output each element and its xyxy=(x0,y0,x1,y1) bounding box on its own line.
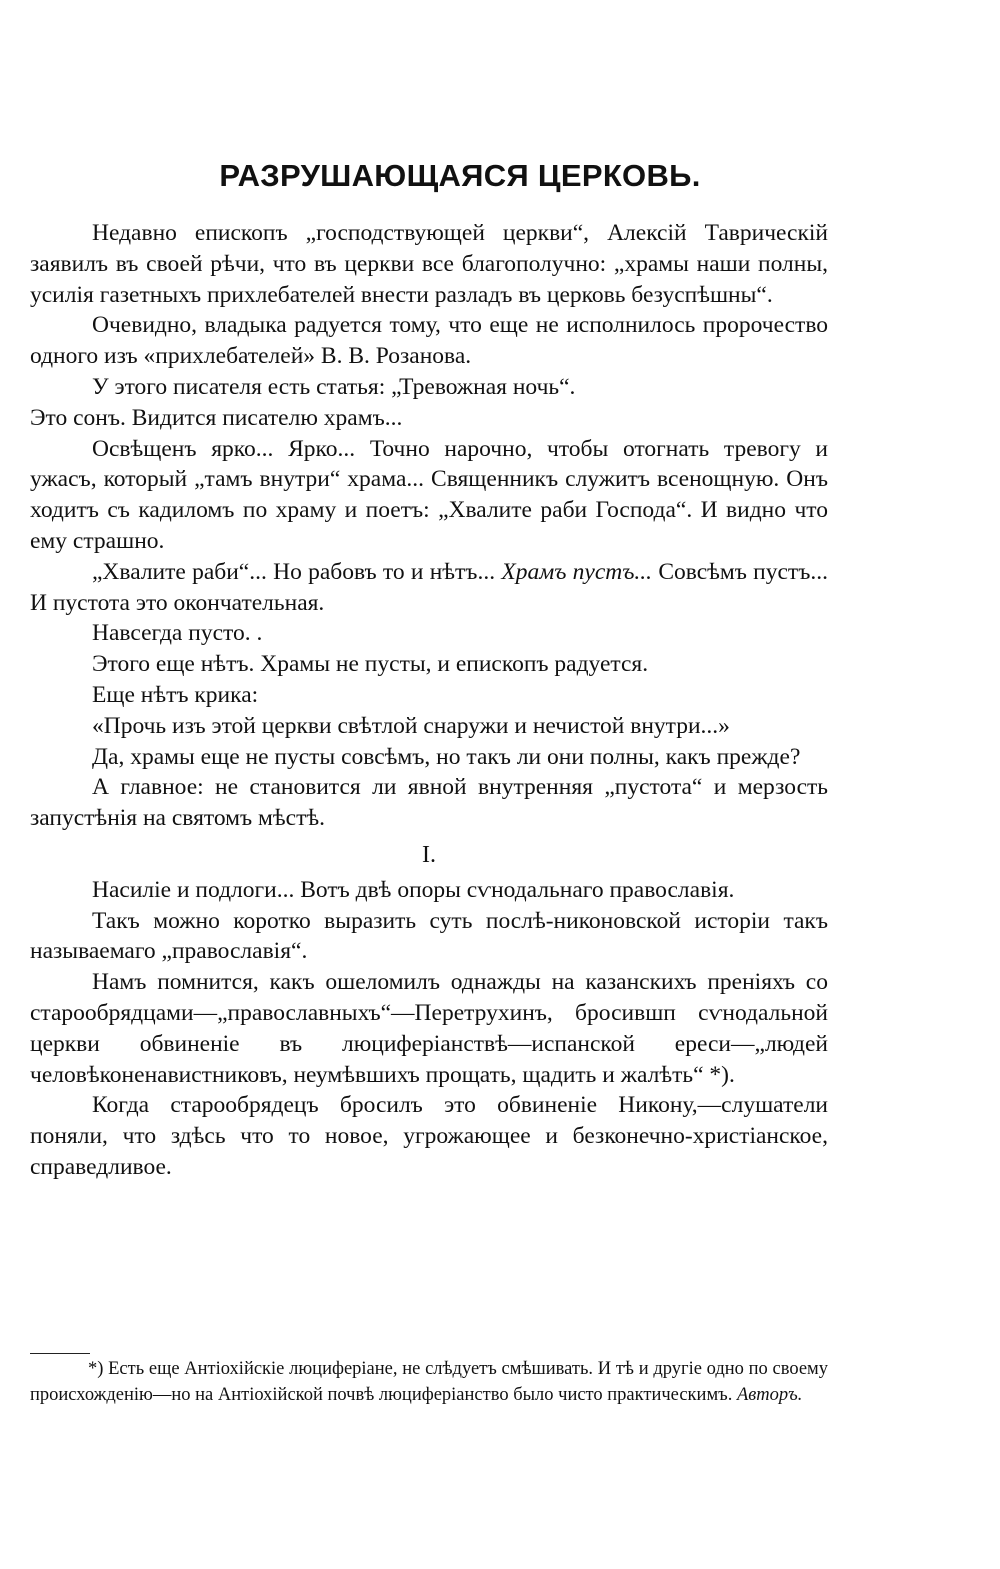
text-run: „Хвалите раби“... Но рабовъ то и нѣтъ... xyxy=(92,558,502,585)
paragraph: Навсегда пусто. . xyxy=(92,620,263,647)
text-run: *) Есть еще Антіохійскіе люциферіане, не слѣдуетъ смѣшивать. И тѣ и другіе одно по своему происхожденію—но на Антіохійской почвѣ люциферіанство было чисто практическимъ. xyxy=(30,1359,828,1405)
text-run: Совсѣмъ пустъ... И пустота это окончательная. xyxy=(30,558,828,616)
italic-text: Храмъ пустъ... xyxy=(501,558,653,585)
paragraph xyxy=(30,557,828,619)
footnote-text xyxy=(30,1356,828,1408)
page-title: РАЗРУШАЮЩАЯСЯ ЦЕРКОВЬ. xyxy=(219,158,701,193)
paragraph: Очевидно, владыка радуется тому, что еще не исполнилось пророчество одного изъ «прихлебателей» В. В. Розанова. xyxy=(30,312,828,370)
paragraph: Этого еще нѣтъ. Храмы не пусты, и епископъ радуется. xyxy=(92,651,649,678)
paragraph: Недавно епископъ „господствующей церкви“, Алексій Таврическій заявилъ въ своей рѣчи, что въ церкви все благополучно: „храмы наши полны, усилія газетныхъ прихлебателей внести разладъ въ церковь безуспѣшны“. xyxy=(30,220,828,308)
paragraph: «Прочь изъ этой церкви свѣтлой снаружи и нечистой внутри...» xyxy=(92,712,730,739)
paragraph: Освѣщенъ ярко... Ярко... Точно нарочно, чтобы отогнать тревогу и ужасъ, который „тамъ внутри“ храма... Священникъ служитъ всенощную. Онъ ходитъ съ кадиломъ по храму и поетъ: „Хвалите раби Господа“. И видно что ему страшно. xyxy=(30,435,828,554)
footnote-divider xyxy=(30,1353,90,1354)
paragraph: Насиліе и подлоги... Вотъ двѣ опоры сѵнодальнаго православія. xyxy=(92,876,735,903)
paragraph: Еще нѣтъ крика: xyxy=(92,681,259,708)
paragraph: У этого писателя есть статья: „Тревожная ночь“. xyxy=(92,373,576,400)
paragraph: Намъ помнится, какъ ошеломилъ однажды на казанскихъ преніяхъ со старообрядцами—„православныхъ“—Перетрухинъ, бросившп сѵнодальной церкви обвиненіе въ люциферіанствѣ—испанской ереси—„людей человѣконенавистниковъ, неумѣвшихъ прощать, щадить и жалѣть“ *). xyxy=(30,969,828,1088)
body-text xyxy=(30,218,828,1183)
section-heading: I. xyxy=(422,841,436,868)
footnote xyxy=(30,1356,828,1408)
paragraph: Да, храмы еще не пусты совсѣмъ, но такъ ли они полны, какъ прежде? xyxy=(92,743,801,770)
paragraph: Это сонъ. Видится писателю храмъ... xyxy=(30,404,403,431)
paragraph: Такъ можно коротко выразить суть послѣ-никоновской исторіи такъ называемаго „православія“. xyxy=(30,907,828,965)
footnote-author: Авторъ. xyxy=(736,1385,803,1405)
paragraph: Когда старообрядецъ бросилъ это обвиненіе Никону,—слушатели поняли, что здѣсь что то новое, угрожающее и безконечно-христіанское, справедливое. xyxy=(30,1092,828,1180)
paragraph: А главное: не становится ли явной внутренняя „пустота“ и мерзость запустѣнія на святомъ мѣстѣ. xyxy=(30,774,828,832)
